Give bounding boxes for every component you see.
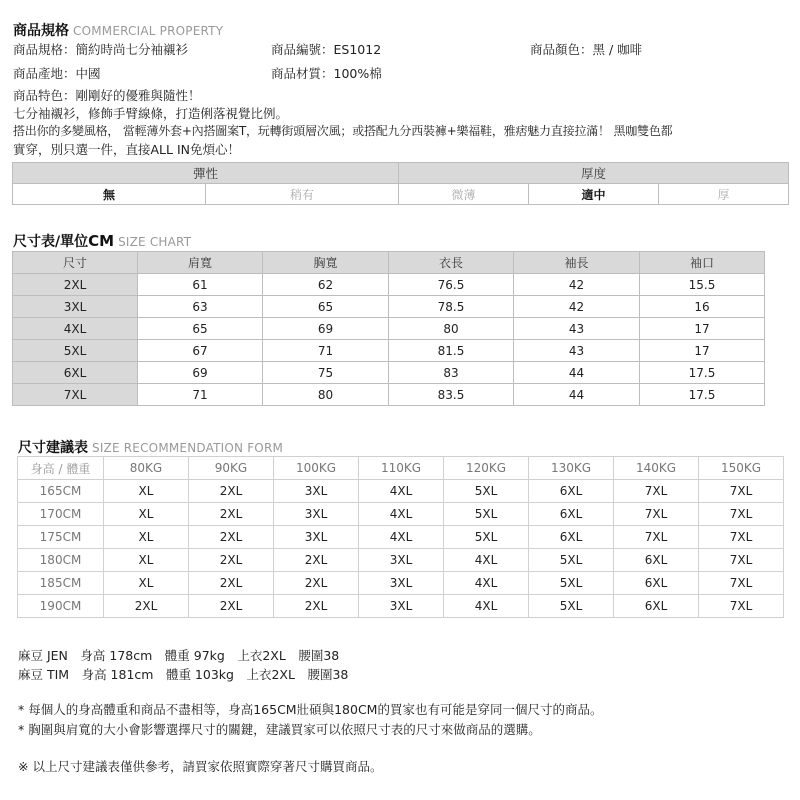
size-chart-title-text: 尺寸表/單位 [13,234,89,250]
recommendation-size-cell: 2XL [274,549,359,572]
recommendation-size-cell: 4XL [444,572,529,595]
recommendation-size-cell: 2XL [189,572,274,595]
elasticity-option-none: 無 [13,184,206,205]
product-title-en: COMMERCIAL PROPERTY [73,24,224,38]
size-chart-value-cell: 71 [263,340,389,362]
recommendation-height-cell: 185CM [18,572,104,595]
recommendation-size-cell: XL [104,549,189,572]
product-material: 商品材質：100%棉 [271,66,382,81]
size-chart-value-cell: 83.5 [389,384,514,406]
size-chart-value-cell: 43 [514,340,640,362]
recommendation-size-cell: 2XL [189,526,274,549]
recommendation-weight-cell: 120KG [444,457,529,480]
recommendation-size-cell: 6XL [614,595,699,618]
product-spec: 商品規格：簡約時尚七分袖襯衫 [13,42,189,57]
recommendation-weight-cell: 90KG [189,457,274,480]
model-jen: 麻豆 JEN 身高 178cm 體重 97kg 上衣2XL 腰圍38 [18,648,340,663]
recommendation-title-en: SIZE RECOMMENDATION FORM [92,441,284,455]
product-desc-line-2: 搭出你的多變風格， 當輕薄外套+內搭圖案T，玩轉街頭層次風；或搭配九分西裝褲+樂福鞋，雅痞魅力直接拉滿！ 黑咖雙色都 [13,124,673,138]
size-chart-value-cell: 65 [263,296,389,318]
recommendation-header-row [18,457,784,480]
note-1: * 每個人的身高體重和商品不盡相等，身高165CM壯碩與180CM的買家也有可能是穿同一個尺寸的商品。 [18,702,603,717]
recommendation-size-cell: 6XL [529,526,614,549]
recommendation-size-cell: 2XL [104,595,189,618]
size-chart-value-cell: 63 [138,296,263,318]
size-chart-row [13,362,765,384]
size-chart-header-cell: 肩寬 [138,252,263,274]
thickness-option-thin: 微薄 [399,184,529,205]
model-tim: 麻豆 TIM 身高 181cm 體重 103kg 上衣2XL 腰圍38 [18,667,349,682]
product-section-title [13,20,223,40]
size-chart-value-cell: 69 [263,318,389,340]
size-chart-value-cell: 75 [263,362,389,384]
recommendation-height-cell: 180CM [18,549,104,572]
recommendation-size-cell: 5XL [529,595,614,618]
recommendation-size-cell: 3XL [274,503,359,526]
recommendation-size-cell: XL [104,480,189,503]
size-chart-size-cell: 2XL [13,274,138,296]
recommendation-size-cell: 5XL [444,480,529,503]
recommendation-size-cell: 4XL [359,503,444,526]
size-chart-size-cell: 4XL [13,318,138,340]
recommendation-size-cell: XL [104,572,189,595]
recommendation-size-cell: 6XL [614,572,699,595]
size-chart-value-cell: 42 [514,274,640,296]
size-chart-title-en: SIZE CHART [118,235,192,249]
elasticity-header: 彈性 [13,163,399,184]
size-chart-value-cell: 83 [389,362,514,384]
recommendation-weight-cell: 110KG [359,457,444,480]
size-chart-value-cell: 42 [514,296,640,318]
recommendation-size-cell: 7XL [699,526,784,549]
size-chart-size-cell: 3XL [13,296,138,318]
recommendation-size-cell: 2XL [189,595,274,618]
recommendation-weight-cell: 80KG [104,457,189,480]
size-chart-value-cell: 78.5 [389,296,514,318]
recommendation-size-cell: 7XL [699,480,784,503]
recommendation-size-cell: 7XL [614,480,699,503]
size-chart-value-cell: 67 [138,340,263,362]
size-chart-header-cell: 袖口 [640,252,765,274]
size-chart-value-cell: 71 [138,384,263,406]
product-color: 商品顏色：黑 / 咖啡 [530,42,643,57]
recommendation-height-cell: 175CM [18,526,104,549]
size-chart-value-cell: 44 [514,384,640,406]
recommendation-height-cell: 170CM [18,503,104,526]
thickness-option-thick: 厚 [659,184,789,205]
size-chart-title [13,231,191,251]
product-feature: 商品特色：剛剛好的優雅與隨性！ [13,88,201,103]
product-desc-line-3: 實穿，別只選一件，直接ALL IN免煩心！ [13,142,240,157]
size-chart-value-cell: 17.5 [640,384,765,406]
size-chart-header-cell: 胸寬 [263,252,389,274]
size-chart-size-cell: 5XL [13,340,138,362]
note-2: * 胸圍與肩寬的大小會影響選擇尺寸的關鍵，建議買家可以依照尺寸表的尺寸來做商品的選購。 [18,722,541,737]
size-chart-value-cell: 65 [138,318,263,340]
recommendation-size-cell: 4XL [359,526,444,549]
recommendation-size-cell: 5XL [444,526,529,549]
recommendation-size-cell: 2XL [274,572,359,595]
recommendation-weight-cell: 140KG [614,457,699,480]
recommendation-size-cell: 3XL [359,549,444,572]
product-origin: 商品產地：中國 [13,66,101,81]
recommendation-size-cell: 4XL [444,595,529,618]
recommendation-size-cell: 7XL [699,572,784,595]
size-notes [18,700,602,740]
recommendation-size-cell: 7XL [614,503,699,526]
model-info [18,646,348,684]
recommendation-size-cell: 7XL [699,549,784,572]
recommendation-size-cell: 6XL [614,549,699,572]
recommendation-row [18,572,784,595]
size-chart-row [13,296,765,318]
recommendation-size-cell: 2XL [274,595,359,618]
recommendation-size-cell: 3XL [274,480,359,503]
product-desc-line-1: 七分袖襯衫，修飾手臂線條，打造俐落視覺比例。 [13,106,289,121]
size-chart-value-cell: 61 [138,274,263,296]
thickness-header: 厚度 [399,163,789,184]
size-chart-row [13,274,765,296]
recommendation-size-cell: 2XL [189,480,274,503]
product-title: 商品規格 [13,23,69,39]
size-chart-value-cell: 81.5 [389,340,514,362]
recommendation-size-cell: 5XL [444,503,529,526]
size-chart-header-cell: 衣長 [389,252,514,274]
recommendation-size-cell: 7XL [699,503,784,526]
size-recommendation-table [17,456,784,618]
recommendation-height-cell: 190CM [18,595,104,618]
recommendation-row [18,595,784,618]
size-chart-size-cell: 6XL [13,362,138,384]
size-chart-value-cell: 43 [514,318,640,340]
size-chart-value-cell: 76.5 [389,274,514,296]
size-chart-row [13,340,765,362]
recommendation-size-cell: 2XL [189,503,274,526]
recommendation-size-cell: 4XL [359,480,444,503]
size-chart-row [13,318,765,340]
recommendation-size-cell: 5XL [529,549,614,572]
recommendation-size-cell: XL [104,503,189,526]
recommendation-size-cell: 6XL [529,480,614,503]
recommendation-size-cell: 7XL [614,526,699,549]
size-chart-header-cell: 袖長 [514,252,640,274]
size-chart-header-row [13,252,765,274]
recommendation-title [18,437,283,457]
recommendation-weight-cell: 100KG [274,457,359,480]
size-chart-size-cell: 7XL [13,384,138,406]
fabric-attributes-table [12,162,789,205]
recommendation-weight-cell: 130KG [529,457,614,480]
recommendation-size-cell: 2XL [189,549,274,572]
disclaimer: ※ 以上尺寸建議表僅供參考，請買家依照實際穿著尺寸購買商品。 [18,759,383,774]
elasticity-option-slight: 稍有 [206,184,399,205]
thickness-option-medium: 適中 [529,184,659,205]
size-chart-header-cell: 尺寸 [13,252,138,274]
recommendation-size-cell: 4XL [444,549,529,572]
recommendation-size-cell: 5XL [529,572,614,595]
recommendation-row [18,549,784,572]
size-chart-value-cell: 80 [263,384,389,406]
recommendation-size-cell: 3XL [274,526,359,549]
recommendation-size-cell: 7XL [699,595,784,618]
size-chart-table [12,251,765,406]
recommendation-size-cell: XL [104,526,189,549]
recommendation-corner-cell: 身高 / 體重 [18,457,104,480]
recommendation-weight-cell: 150KG [699,457,784,480]
size-chart-value-cell: 62 [263,274,389,296]
recommendation-row [18,503,784,526]
size-chart-row [13,384,765,406]
size-chart-value-cell: 15.5 [640,274,765,296]
recommendation-row [18,480,784,503]
size-chart-value-cell: 17.5 [640,362,765,384]
size-chart-value-cell: 44 [514,362,640,384]
size-chart-value-cell: 69 [138,362,263,384]
size-chart-value-cell: 16 [640,296,765,318]
size-chart-unit: CM [88,232,115,250]
size-chart-value-cell: 17 [640,318,765,340]
recommendation-title-text: 尺寸建議表 [18,440,88,456]
recommendation-row [18,526,784,549]
recommendation-size-cell: 6XL [529,503,614,526]
size-chart-value-cell: 80 [389,318,514,340]
recommendation-size-cell: 3XL [359,595,444,618]
product-code: 商品編號：ES1012 [271,42,382,57]
recommendation-size-cell: 3XL [359,572,444,595]
recommendation-height-cell: 165CM [18,480,104,503]
size-chart-value-cell: 17 [640,340,765,362]
